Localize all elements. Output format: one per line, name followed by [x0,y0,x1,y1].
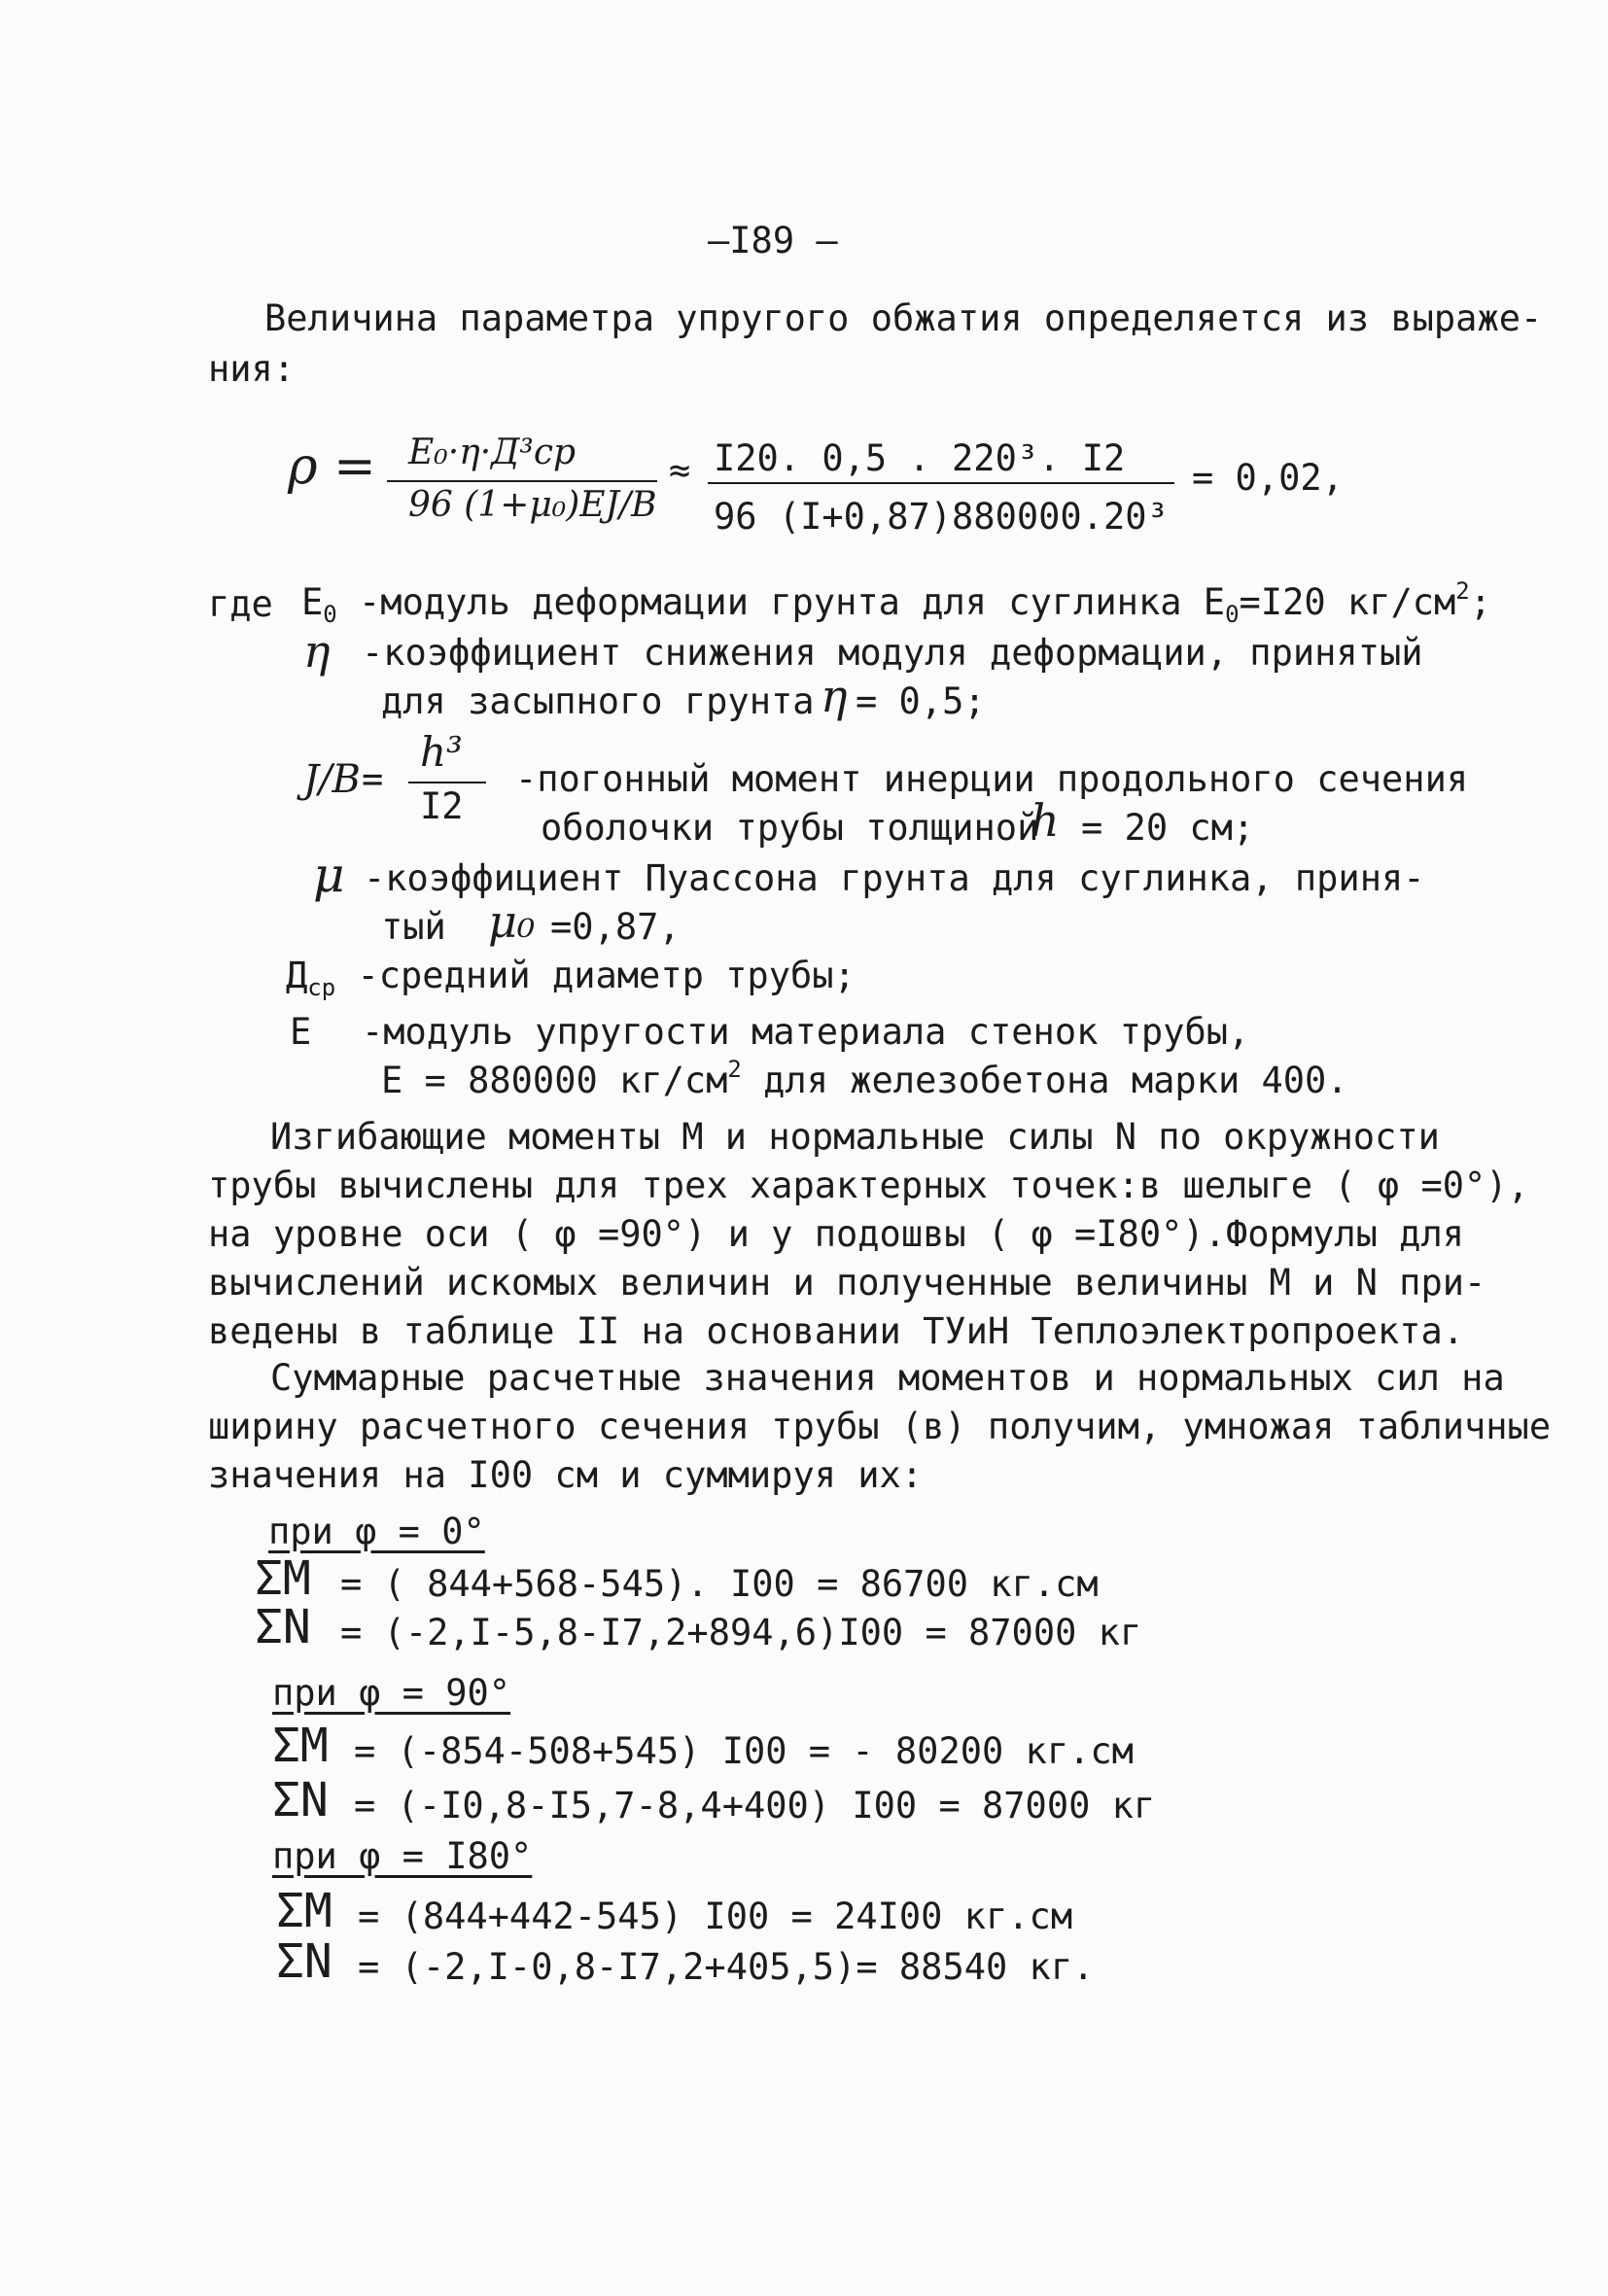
case-0-sum-n-symbol: ΣN [255,1600,311,1654]
case-0-sum-m: = ( 844+568-545). I00 = 86700 кг.см [340,1563,1099,1605]
jb-value: = 20 см; [1081,807,1255,849]
jb-text-1: -погонный момент инерции продольного сечения [515,758,1469,800]
d-definition: $Д_{ср}$ -средний диаметр трубы; [286,955,856,1001]
jb-equals: = [362,758,384,800]
eta-text-1: -коэффициент снижения модуля деформации, принятый [362,632,1423,674]
para1-line-2: трубы вычислены для трех характерных точек:в шелыге ( φ =0°), [208,1165,1529,1206]
e0-symbol: E [301,581,324,623]
case-90-sum-n: = (-I0,8-I5,7-8,4+400) I00 = 87000 кг [354,1785,1156,1826]
jb-numerator: h³ [420,728,463,776]
jb-h-symbol: h [1031,794,1060,847]
formula-frac2-denominator: 96 (I+0,87)880000.20³ [714,496,1169,538]
mu-text-1: -коэффициент Пуассона грунта для суглинка, приня- [364,857,1425,899]
eta-symbol: η [303,625,331,678]
mu-text-2: тый [381,906,446,948]
formula-approx: ≈ [669,449,691,491]
jb-fraction-bar [408,782,486,783]
para2-line-3: значения на I00 см и суммируя их: [208,1454,924,1496]
para1-line-3: на уровне оси ( φ =90°) и у подошвы ( φ =I80°).Формулы для [208,1213,1465,1255]
formula-frac1-numerator: E₀·η·Д³ср [408,433,577,472]
d-symbol: Д [286,955,308,996]
mu-value: =0,87, [550,906,681,948]
formula-lhs: ρ = [288,437,376,496]
intro-line-1: Величина параметра упругого обжатия определяется из выраже- [264,297,1543,339]
case-90-sum-m: = (-854-508+545) I00 = - 80200 кг.см [354,1730,1134,1772]
case-0-sum-m-symbol: ΣM [255,1551,311,1606]
formula-frac1-denominator: 96 (1+μ₀)EJ/B [408,485,657,525]
jb-denominator: I2 [420,785,464,827]
para2-line-1: Суммарные расчетные значения моментов и нормальных сил на [270,1357,1505,1399]
mu-value-symbol: μ₀ [488,895,536,948]
para1-line-5: ведены в таблице II на основании ТУиН Теплоэлектропроекта. [208,1310,1465,1352]
case-180-sum-n-symbol: ΣN [276,1934,332,1989]
e0-definition: $E_0$ -модуль деформации грунта для суглинка $E_0=I20$ $кг/см^2$; [301,577,1492,628]
case-180-sum-n: = (-2,I-0,8-I7,2+405,5)= 88540 кг. [358,1946,1095,1988]
case-180-sum-m: = (844+442-545) I00 = 24I00 кг.см [358,1896,1073,1937]
page-number: —I89 — [708,220,838,261]
eta-value: = 0,5; [856,680,986,722]
case-90-sum-n-symbol: ΣN [272,1773,329,1827]
e-text-1: -модуль упругости материала стенок трубы, [362,1011,1250,1053]
eta-text-2: для засыпного грунта [381,680,815,722]
e-value: E = 880000 $кг/см^2$ для железобетона марки 400. [381,1056,1348,1101]
case-90-sum-m-symbol: ΣM [272,1719,329,1773]
jb-text-2: оболочки трубы толщиной [541,807,1039,849]
para2-line-2: ширину расчетного сечения трубы (в) получим, умножая табличные [208,1406,1552,1447]
formula-result: = 0,02, [1192,457,1344,499]
case-180-header: при φ = I80° [272,1835,533,1877]
para1-line-4: вычислений искомых величин и полученные величины M и N при- [208,1262,1486,1304]
formula-frac2-bar [708,482,1174,484]
case-0-sum-n: = (-2,I-5,8-I7,2+894,6)I00 = 87000 кг [340,1612,1142,1653]
jb-symbol: J/B [303,757,361,802]
case-90-header: при φ = 90° [272,1672,511,1714]
case-0-header: при φ = 0° [268,1511,485,1552]
where-label: где [208,583,273,625]
mu-symbol: μ [313,847,345,903]
case-180-sum-m-symbol: ΣM [276,1884,332,1938]
intro-line-2: ния: [208,348,296,390]
formula-frac2-numerator: I20. 0,5 . 220³. I2 [714,437,1126,479]
para1-line-1: Изгибающие моменты M и нормальные силы N по окружности [270,1116,1440,1158]
e-symbol: E [290,1011,312,1053]
formula-frac1-bar [387,480,657,482]
eta-value-symbol: η [821,670,848,722]
